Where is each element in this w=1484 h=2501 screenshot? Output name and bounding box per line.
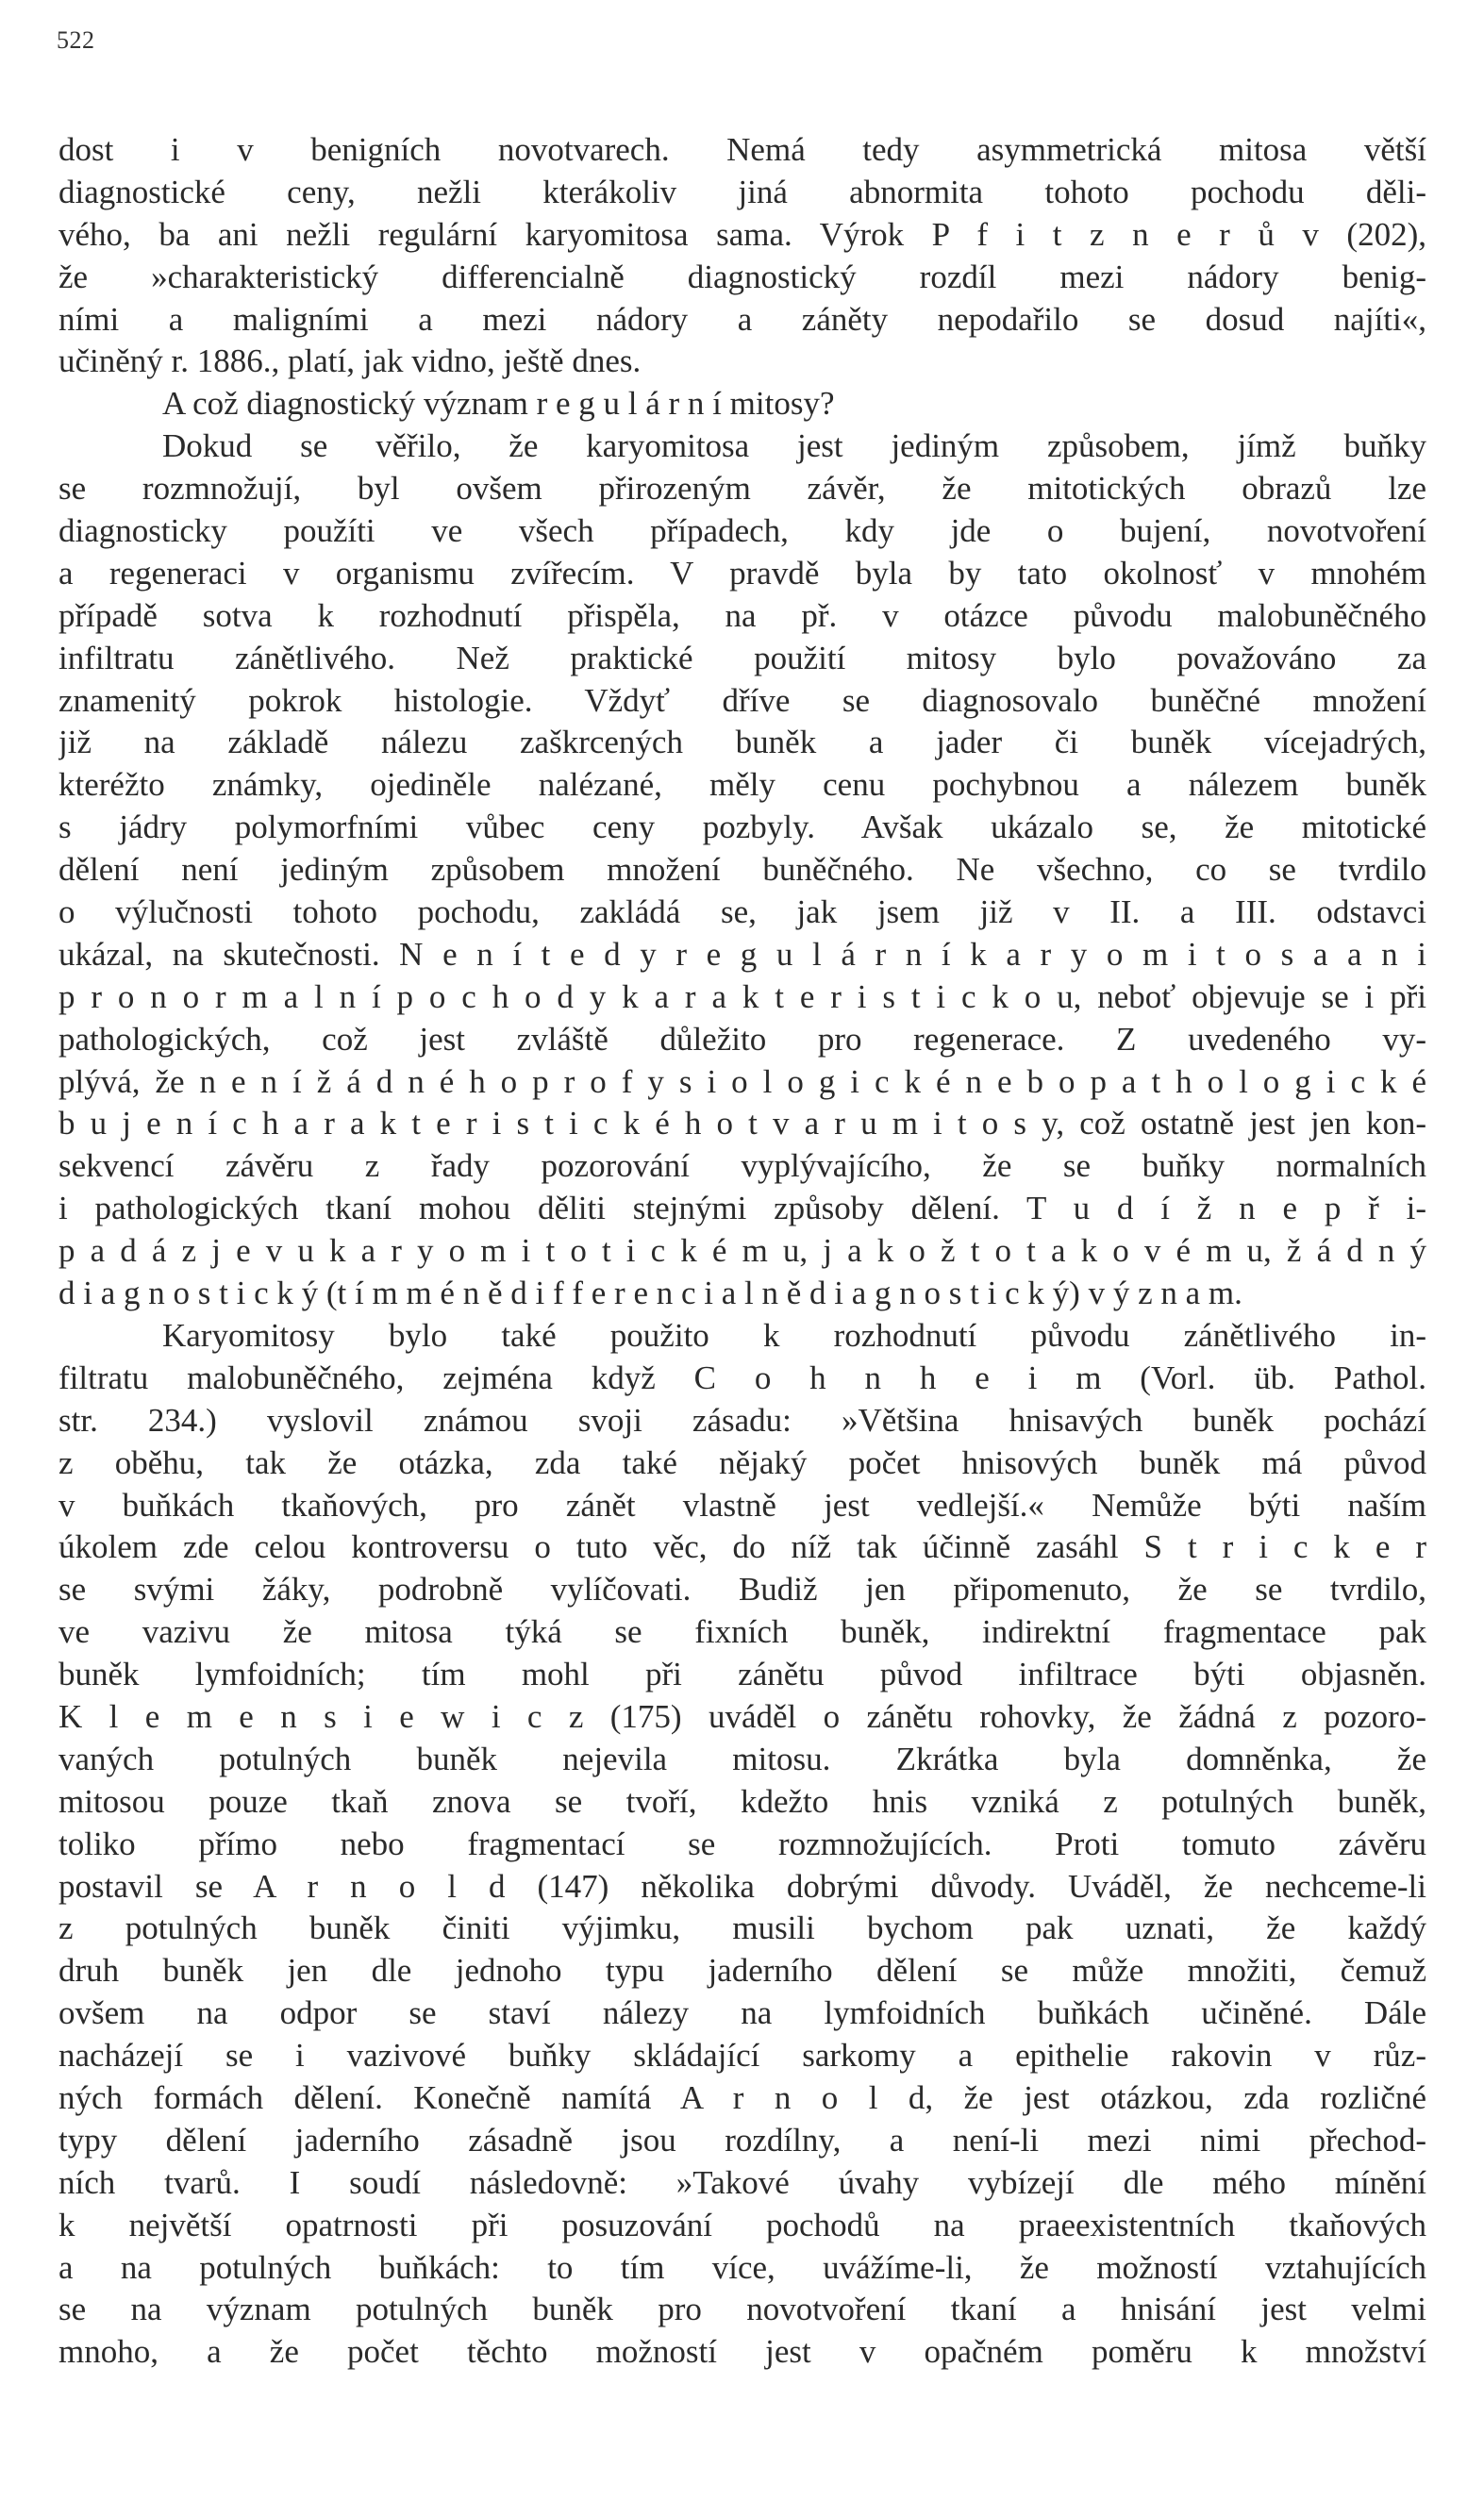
text-line: A což diagnostický význam r e g u l á r n í mitosy?: [162, 385, 835, 423]
text-line: z oběhu, tak že otázka, zda také nějaký počet hnisových buněk má původ: [58, 1443, 1426, 1481]
text-line: pathologických, což jest zvláště důležito pro regenerace. Z uvedeného vy-: [58, 1020, 1426, 1058]
text-line: ními a maligními a mezi nádory a záněty nepodařilo se dosud najíti«,: [58, 300, 1426, 338]
text-line: typy dělení jaderního zásadně jsou rozdílny, a není-li mezi nimi přechod-: [58, 2121, 1426, 2159]
text-line: učiněný r. 1886., platí, jak vidno, ještě dnes.: [58, 342, 642, 380]
text-line: diagnosticky použíti ve všech případech, kdy jde o bujení, novotvoření: [58, 512, 1426, 550]
text-line: str. 234.) vyslovil známou svoji zásadu: »Většina hnisavých buněk pochází: [58, 1401, 1426, 1439]
text-line: k největší opatrnosti při posuzování pochodů na praeexistentních tkaňových: [58, 2206, 1426, 2243]
text-line: dost i v benigních novotvarech. Nemá tedy asymmetrická mitosa větší: [58, 131, 1426, 168]
text-line: vého, ba ani nežli regulární karyomitosa sama. Výrok P f i t z n e r ů v (202),: [58, 215, 1426, 253]
text-line: se svými žáky, podrobně vylíčovati. Budiž jen připomenuto, že se tvrdilo,: [58, 1571, 1426, 1609]
text-line: mitosou pouze tkaň znova se tvoří, kdežto hnis vzniká z potulných buněk,: [58, 1782, 1426, 1820]
text-line: postavil se A r n o l d (147) několika dobrými důvody. Uváděl, že nechceme-li: [58, 1867, 1426, 1905]
text-line: znamenitý pokrok histologie. Vždyť dříve se diagnosovalo buněčné množení: [58, 681, 1426, 719]
text-line: případě sotva k rozhodnutí přispěla, na př. v otázce původu malobuněčného: [58, 596, 1426, 634]
text-line: p a d á z j e v u k a r y o m i t o t i c k é m u, j a k o ž t o t a k o v é m u, ž á d n ý: [58, 1232, 1426, 1270]
text-line: se na význam potulných buněk pro novotvoření tkaní a hnisání jest velmi: [58, 2291, 1426, 2328]
text-line: b u j e n í c h a r a k t e r i s t i c k é h o t v a r u m i t o s y, což ostatně jest jen kon-: [58, 1105, 1426, 1142]
body-text: [58, 129, 1426, 2374]
text-line: nacházejí se i vazivové buňky skládající sarkomy a epithelie rakovin v růz-: [58, 2037, 1426, 2075]
page-number: 522: [57, 26, 95, 54]
text-line: již na základě nálezu zaškrcených buněk a jader či buněk vícejadrých,: [58, 724, 1426, 761]
text-line: sekvencí závěru z řady pozorování vyplývajícího, že se buňky normalních: [58, 1147, 1426, 1185]
text-line: ukázal, na skutečnosti. N e n í t e d y r e g u l á r n í k a r y o m i t o s a a n i: [58, 935, 1426, 973]
text-line: a na potulných buňkách: to tím více, uvážíme-li, že možností vztahujících: [58, 2248, 1426, 2286]
text-line: s jádry polymorfními vůbec ceny pozbyly. Avšak ukázalo se, že mitotické: [58, 809, 1426, 846]
text-line: buněk lymfoidních; tím mohl při zánětu původ infiltrace býti objasněn.: [58, 1656, 1426, 1693]
text-line: v buňkách tkaňových, pro zánět vlastně jest vedlejší.« Nemůže býti naším: [58, 1486, 1426, 1524]
text-line: ných formách dělení. Konečně namítá A r n o l d, že jest otázkou, zda rozličné: [58, 2078, 1426, 2116]
text-line: že »charakteristický differencialně diagnostický rozdíl mezi nádory benig-: [58, 258, 1426, 295]
text-line: z potulných buněk činiti výjimku, musili bychom pak uznati, že každý: [58, 1909, 1426, 1947]
text-line: druh buněk jen dle jednoho typu jaderního dělení se může množiti, čemuž: [58, 1952, 1426, 1990]
text-line: mnoho, a že počet těchto možností jest v opačném poměru k množství: [58, 2333, 1426, 2371]
text-line: vaných potulných buněk nejevila mitosu. Zkrátka byla domněnka, že: [58, 1740, 1426, 1777]
text-line: Dokud se věřilo, že karyomitosa jest jediným způsobem, jímž buňky: [162, 427, 1426, 465]
text-line: ve vazivu že mitosa týká se fixních buněk, indirektní fragmentace pak: [58, 1613, 1426, 1651]
text-line: d i a g n o s t i c k ý (t í m m é n ě d i f f e r e n c i a l n ě d i a g n o s t i c k ý) v ý z n a m.: [58, 1275, 1242, 1312]
text-line: i pathologických tkaní mohou děliti stejnými způsoby dělení. T u d í ž n e p ř i-: [58, 1190, 1426, 1227]
text-line: toliko přímo nebo fragmentací se rozmnožujících. Proti tomuto závěru: [58, 1825, 1426, 1862]
text-line: filtratu malobuněčného, zejména když C o h n h e i m (Vorl. üb. Pathol.: [58, 1359, 1426, 1396]
text-line: úkolem zde celou kontroversu o tuto věc, do níž tak účinně zasáhl S t r i c k e r: [58, 1528, 1426, 1566]
text-line: infiltratu zánětlivého. Než praktické použití mitosy bylo považováno za: [58, 639, 1426, 676]
text-line: Karyomitosy bylo také použito k rozhodnutí původu zánětlivého in-: [162, 1316, 1426, 1354]
text-line: se rozmnožují, byl ovšem přirozeným závěr, že mitotických obrazů lze: [58, 470, 1426, 508]
text-line: ních tvarů. I soudí následovně: »Takové úvahy vybízejí dle mého mínění: [58, 2163, 1426, 2201]
text-line: kteréžto známky, ojediněle nalézané, měly cenu pochybnou a nálezem buněk: [58, 766, 1426, 804]
text-line: ovšem na odpor se staví nálezy na lymfoidních buňkách učiněné. Dále: [58, 1994, 1426, 2032]
text-line: a regeneraci v organismu zvířecím. V pravdě byla by tato okolnosť v mnohém: [58, 554, 1426, 592]
text-line: diagnostické ceny, nežli kterákoliv jiná abnormita tohoto pochodu děli-: [58, 173, 1426, 210]
text-line: plývá, že n e n í ž á d n é h o p r o f y s i o l o g i c k é n e b o p a t h o l o g i c k é: [58, 1062, 1426, 1100]
text-line: dělení není jediným způsobem množení buněčného. Ne všechno, co se tvrdilo: [58, 851, 1426, 889]
text-line: o výlučnosti tohoto pochodu, zakládá se, jak jsem již v II. a III. odstavci: [58, 893, 1426, 931]
text-line: K l e m e n s i e w i c z (175) uváděl o zánětu rohovky, že žádná z pozoro-: [58, 1697, 1426, 1735]
text-line: p r o n o r m a l n í p o c h o d y k a r a k t e r i s t i c k o u, neboť objevuje se i při: [58, 977, 1426, 1015]
